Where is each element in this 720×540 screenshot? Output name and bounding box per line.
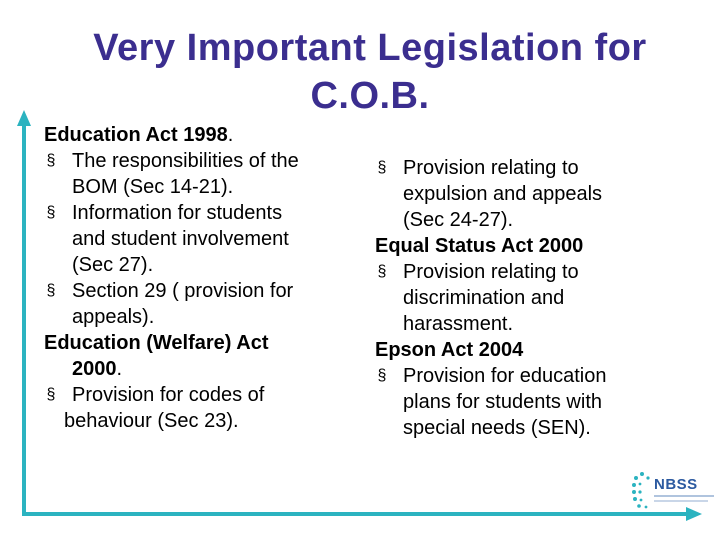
bullet-icon: § [377,263,387,280]
list-item: § Information for students and student involvement (Sec 27). [44,200,364,278]
page-title-line2: C.O.B. [310,75,430,117]
arrow-up-icon [17,110,31,126]
act-heading: Epson Act 2004 [375,339,524,361]
list-item: § Provision relating to expulsion and appeals (Sec 24-27). [375,155,675,233]
list-item: § Provision relating to discrimination and harassment. [375,259,675,337]
bullet-icon: § [377,367,387,384]
act-heading: Education (Welfare) Act [44,332,269,354]
bullet-icon: § [46,204,56,221]
logo-text: NBSS [654,476,698,493]
accent-axis-vertical [22,124,26,516]
nbss-logo [630,468,714,512]
right-column [375,155,675,441]
logo-rule [654,495,714,497]
list-item: § Section 29 ( provision for appeals). [44,278,364,330]
left-column [44,122,364,434]
list-item: § Provision for education plans for students with special needs (SEN). [375,363,675,441]
act-heading: Equal Status Act 2000 [375,235,584,257]
list-item: § Provision for codes of behaviour (Sec 23). [44,382,364,434]
list-item: § The responsibilities of the BOM (Sec 14-21). [44,148,364,200]
act-heading: Education Act 1998. [44,124,234,146]
bullet-icon: § [377,159,387,176]
accent-axis-horizontal [22,512,690,516]
page-title: Very Important Legislation for [93,27,647,69]
bullet-icon: § [46,282,56,299]
bullet-icon: § [46,386,56,403]
act-heading-cont: 2000. [72,358,123,380]
logo-rule [654,500,708,502]
bullet-icon: § [46,152,56,169]
logo-dots-icon [630,468,654,512]
